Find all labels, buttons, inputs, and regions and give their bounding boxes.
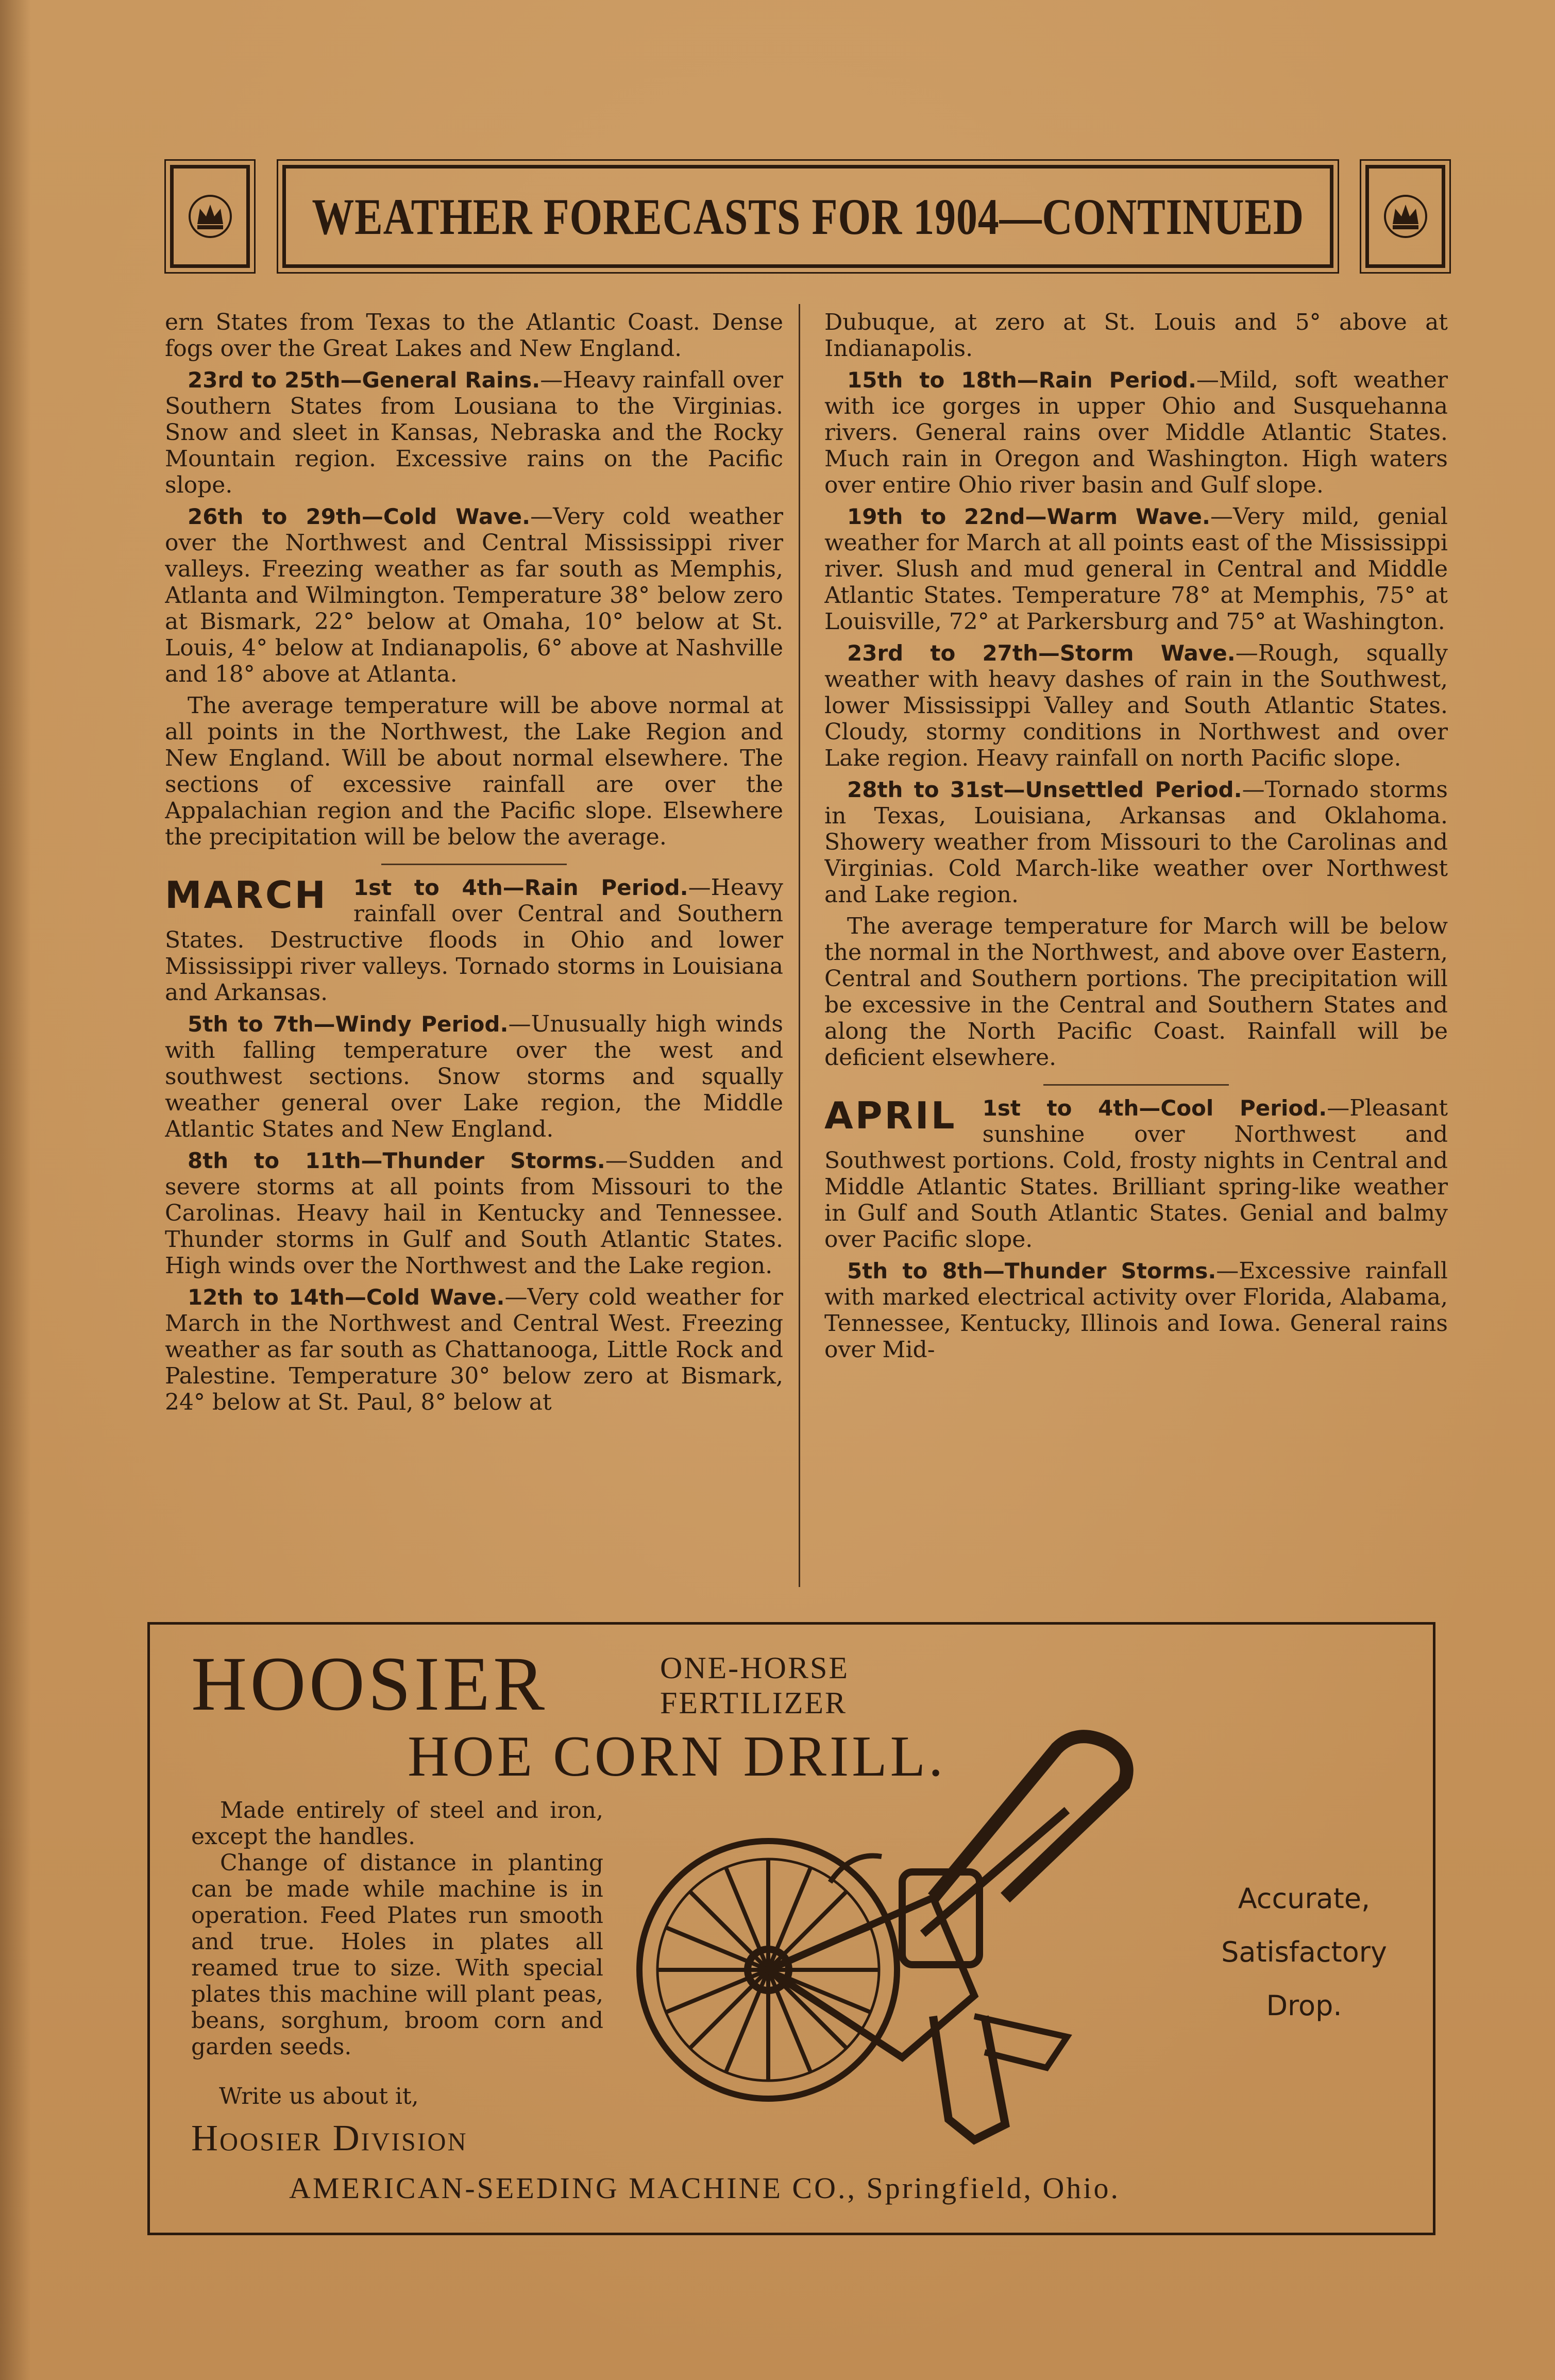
crown-emblem-icon bbox=[1382, 193, 1429, 240]
forecast-text: —Mild, soft weather with ice gorges in upper Ohio and Susquehanna rivers. General rains over Middle Atlantic States. Much rain in Oregon and Washington. High waters over entire Ohio river basin and Gulf slope. bbox=[824, 367, 1448, 498]
forecast-lead: 26th to 29th—Cold Wave. bbox=[188, 504, 531, 529]
forecast-lead: 1st to 4th—Rain Period. bbox=[353, 875, 688, 900]
forecast-text: —Very cold weather for March in the Northwest and Central West. Freezing weather as far south as Chattanooga, Little Rock and Palestine. Temperature 30° below zero at Bismark, 24° below at St. Paul, 8° below at bbox=[165, 1284, 783, 1415]
forecast-text: —Heavy rainfall over Southern States from Lousiana to the Virginias. Snow and sleet in Kansas, Nebraska and the Rocky Mountain region. Excessive rains on the Pacific slope. bbox=[165, 367, 783, 498]
forecast-lead: 19th to 22nd—Warm Wave. bbox=[847, 504, 1210, 529]
ad-company-name: AMERICAN-SEEDING MACHINE CO., Springfield, Ohio. bbox=[289, 2171, 1120, 2205]
column-continuation-text: Dubuque, at zero at St. Louis and 5° above at Indianapolis. bbox=[824, 309, 1448, 362]
forecast-entry bbox=[824, 640, 1448, 771]
april-section bbox=[824, 1095, 1448, 1253]
forecast-text: —Sudden and severe storms at all points from Missouri to the Carolinas. Heavy hail in Kentucky and Tennessee. Thunder storms in Gulf and South Atlantic States. High winds over the Northwest and the Lake region. bbox=[165, 1147, 783, 1279]
forecast-lead: 15th to 18th—Rain Period. bbox=[847, 367, 1196, 393]
corn-drill-illustration-icon bbox=[614, 1728, 1160, 2171]
page-title: WEATHER FORECASTS FOR 1904—CONTINUED bbox=[312, 188, 1304, 245]
forecast-text: —Heavy rainfall over Central and Southern States. Destructive floods in Ohio and lower Mississippi river valleys. Tornado storms in Louisiana and Arkansas. bbox=[165, 874, 783, 1006]
ad-tagline bbox=[1180, 1872, 1428, 2033]
forecast-entry bbox=[824, 503, 1448, 635]
ad-tagline-line: Satisfactory bbox=[1221, 1936, 1387, 1968]
crown-emblem-icon bbox=[187, 193, 233, 240]
forecast-lead: 28th to 31st—Unsettled Period. bbox=[847, 777, 1242, 802]
forecast-lead: 23rd to 27th—Storm Wave. bbox=[847, 640, 1236, 666]
monthly-summary: The average temperature will be above normal at all points in the Northwest, the Lake Region and New England. Will be about normal elsewhere. The sections of excessive rainfall are over the Appalachian region and the Pacific slope. Elsewhere the precipitation will be below the average. bbox=[165, 693, 783, 850]
monthly-summary: The average temperature for March will be below the normal in the Northwest, and above over Eastern, Central and Southern portions. The precipitation will be excessive in the Central and Southern States and along the North Pacific Coast. Rainfall will be deficient elsewhere. bbox=[824, 913, 1448, 1071]
advertisement-box bbox=[147, 1622, 1435, 2235]
column-intro-text: ern States from Texas to the Atlantic Coast. Dense fogs over the Great Lakes and New England. bbox=[165, 309, 783, 362]
forecast-lead: 1st to 4th—Cool Period. bbox=[982, 1095, 1327, 1121]
forecast-text: —Very cold weather over the Northwest and Central Mississippi river valleys. Freezing weather as far south as Memphis, Atlanta and Wilmington. Temperature 38° below zero at Bismark, 22° below at Omaha, 10° below at St. Louis, 4° below at Indianapolis, 6° above at Nashville and 18° above at Atlanta. bbox=[165, 503, 783, 687]
section-divider bbox=[1043, 1084, 1229, 1086]
forecast-entry bbox=[824, 1258, 1448, 1363]
header-left-emblem-box bbox=[170, 165, 250, 268]
section-divider bbox=[381, 864, 567, 865]
forecast-entry bbox=[165, 1284, 783, 1415]
forecast-lead: 8th to 11th—Thunder Storms. bbox=[188, 1148, 605, 1173]
forecast-entry bbox=[165, 503, 783, 687]
forecast-lead: 23rd to 25th—General Rains. bbox=[188, 367, 540, 393]
forecast-text: —Tornado storms in Texas, Louisiana, Arkansas and Oklahoma. Showery weather from Missouri to the Carolinas and Virginias. Cold March-like weather over Northwest and Lake region. bbox=[824, 777, 1448, 908]
march-section bbox=[165, 874, 783, 1006]
ad-tagline-line: Accurate, bbox=[1238, 1882, 1371, 1915]
ad-subtitle-line: FERTILIZER bbox=[660, 1686, 848, 1720]
ad-paragraph: Change of distance in planting can be made while machine is in operation. Feed Plates run smooth and true. Holes in plates all reamed true to size. With special plates this machine will plant peas, beans, sorghum, broom corn and garden seeds. bbox=[191, 1850, 603, 2060]
forecast-lead: 12th to 14th—Cold Wave. bbox=[188, 1285, 505, 1310]
forecast-lead: 5th to 8th—Thunder Storms. bbox=[847, 1258, 1216, 1284]
ad-brand-name: HOOSIER bbox=[191, 1641, 548, 1727]
header-right-emblem-box bbox=[1365, 165, 1445, 268]
forecast-lead: 5th to 7th—Windy Period. bbox=[188, 1011, 509, 1037]
ad-paragraph: Made entirely of steel and iron, except the handles. bbox=[191, 1797, 603, 1850]
header-title-box bbox=[282, 165, 1333, 268]
forecast-text: —Unusually high winds with falling temperature over the west and southwest sections. Snow storms and squally weather general over Lake region, the Middle Atlantic States and New England. bbox=[165, 1011, 783, 1142]
ad-body-copy bbox=[191, 1797, 603, 2060]
forecast-text: —Very mild, genial weather for March at all points east of the Mississippi river. Slush and mud general in Central and Middle Atlantic States. Temperature 78° at Memphis, 75° at Louisville, 72° at Parkersburg and 75° at Washington. bbox=[824, 503, 1448, 635]
forecast-entry bbox=[165, 1011, 783, 1142]
forecast-entry bbox=[165, 367, 783, 498]
ad-tagline-line: Drop. bbox=[1266, 1989, 1342, 2022]
ad-call-to-action: Write us about it, bbox=[219, 2083, 419, 2109]
forecast-entry bbox=[824, 777, 1448, 908]
month-heading-march: MARCH bbox=[165, 874, 328, 917]
forecast-text: —Excessive rainfall with marked electrical activity over Florida, Alabama, Tennessee, Kentucky, Illinois and Iowa. General rains over Mid- bbox=[824, 1258, 1448, 1363]
right-column bbox=[824, 309, 1448, 1587]
left-column bbox=[165, 309, 783, 1587]
page-edge-shadow bbox=[0, 0, 31, 2380]
forecast-entry bbox=[165, 1147, 783, 1279]
ad-division-name: Hoosier Division bbox=[191, 2117, 468, 2158]
ad-product-name: HOE CORN DRILL. bbox=[408, 1725, 946, 1788]
forecast-entry bbox=[824, 367, 1448, 498]
ad-subtitle bbox=[660, 1650, 849, 1720]
forecast-text: —Rough, squally weather with heavy dashes of rain in the Southwest, lower Mississippi Valley and South Atlantic States. Cloudy, stormy conditions in Northwest and over Lake region. Heavy rainfall on north Pacific slope. bbox=[824, 640, 1448, 771]
month-heading-april: APRIL bbox=[824, 1095, 957, 1137]
column-divider bbox=[799, 304, 800, 1587]
ad-subtitle-line: ONE-HORSE bbox=[660, 1651, 849, 1685]
forecast-text: —Pleasant sunshine over Northwest and Southwest portions. Cold, frosty nights in Central and Middle Atlantic States. Brilliant spring-like weather in Gulf and South Atlantic States. Genial and balmy over Pacific slope. bbox=[824, 1095, 1448, 1253]
